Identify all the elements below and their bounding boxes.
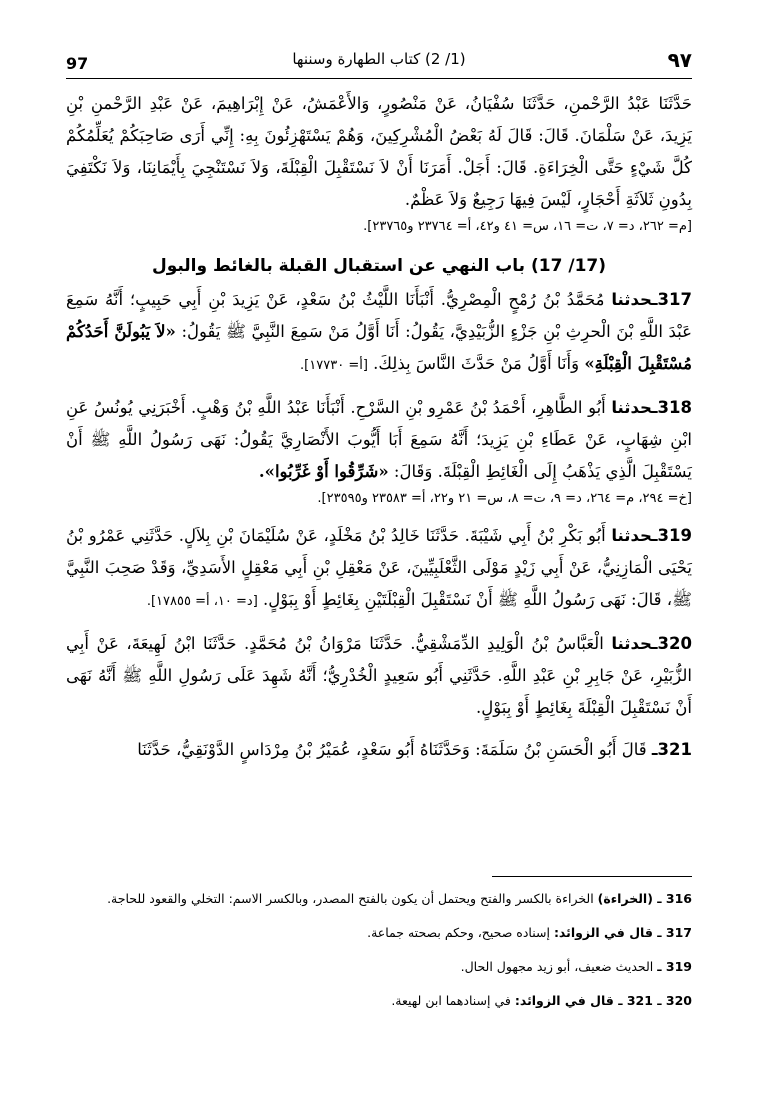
footnote-lead: 317 ـ قال في الزوائد: [553, 925, 692, 940]
hadith-text: الْعَبَّاسُ بْنُ الْوَلِيدِ الدِّمَشْقِيُّ. حَدَّثَنَا مَرْوَانُ بْنُ مُحَمَّدٍ. حَدَّثَنَا ابْنُ لَهِيعَةَ، عَنْ أَبِي الزُّبَيْرِ، عَنْ جَابِرِ بْنِ عَبْدِ اللَّهِ. حَدَّثَنِي أَبُو سَعِيدٍ الْخُدْرِيُّ؛ أَنَّهُ شَهِدَ عَلَى رَسُولِ اللَّهِ ﷺ أَنَّهُ نَهَى أَنْ نَسْتَقْبِلَ الْقِبْلَةَ بِغَائِطٍ أَوْ بِبَوْلٍ. [66, 634, 692, 717]
footnote-item [66, 990, 692, 1011]
haddathana-keyword: حدثنا [611, 526, 652, 545]
hadith-tail: وَأَنَا أَوَّلُ مَنْ حَدَّثَ النَّاسَ بِذلِكَ. [373, 354, 580, 373]
hadith-317: 317ـحدثنا مُحَمَّدُ بْنُ رُمْحٍ الْمِصْرِيُّ. أَنْبَأَنَا اللَّيْثُ بْنُ سَعْدٍ، عَنْ يَزِيدَ بْنِ أَبِي حَبِيبٍ؛ أَنَّهُ سَمِعَ عَبْدَ اللَّهِ بْنَ الْحرِثِ بْنِ جَزْءٍ الزُّبَيْدِيَّ، يَقُولُ: أَنَا أَوَّلُ مَنْ سَمِعَ النَّبِيَّ ﷺ يَقُولُ: «لاَ يَبُولَنَّ أَحَدُكُمْ مُسْتَقْبِلَ الْقِبْلَةِ» وَأَنَا أَوَّلُ مَنْ حَدَّثَ النَّاسَ بِذلِكَ. [أ= ١٧٧٣٠]. [66, 290, 693, 373]
haddathana-keyword: حدثنا [611, 290, 652, 309]
haddathana-keyword: حدثنا [611, 634, 652, 653]
hadith-number: 317 [657, 290, 692, 309]
chapter-heading: (17/ 17) باب النهي عن استقبال القبلة بالغائط والبول [151, 256, 607, 276]
hadith-316-text: حَدَّثَنَا عَبْدُ الرَّحْمنِ، حَدَّثَنَا سُفْيَانُ، عَنْ مَنْصُورٍ، وَالأَعْمَشُ، عَنْ إِبْرَاهِيمَ، عَنْ عَبْدِ الرَّحْمنِ بْنِ يَزِيدَ، عَنْ سَلْمَانَ. قَالَ: قَالَ لَهُ بَعْضُ الْمُشْرِكِينَ، وَهُمْ يَسْتَهْزِئُونَ بِهِ: إِنِّي أَرَى صَاحِبَكُمْ يُعَلِّمُكُمْ كُلَّ شَيْءٍ حَتَّى الْخِرَاءَةِ. قَالَ: أَجَلْ. أَمَرَنَا أَنْ لاَ نَسْتَقْبِلَ الْقِبْلَةَ، وَلاَ نَسْتَنْجِيَ بِأَيْمَانِنَا، وَلاَ نَكْتَفِيَ بِدُونِ ثَلاَثَةِ أَحْجَارٍ، لَيْسَ فِيهَا رَجِيعٌ وَلاَ عَظْمٌ. [66, 94, 692, 209]
main-text [66, 88, 692, 766]
footnote-text: الخراءة بالكسر والفتح ويحتمل أن يكون بالفتح المصدر، وبالكسر الاسم: التخلي والقعود للحاجة. [107, 891, 594, 906]
footnote-item [66, 922, 692, 943]
footnote-text: الحديث ضعيف، أبو زيد مجهول الحال. [460, 959, 654, 974]
hadith-321: 321ـ قَالَ أَبُو الْحَسَنِ بْنُ سَلَمَةَ: وَحَدَّثَنَاهُ أَبُو سَعْدٍ، عُمَيْرُ بْنُ مِرْدَاسٍ الدَّوْنَقِيُّ، حَدَّثَنَا [137, 740, 692, 759]
footnote-text: إسناده صحيح، وحكم بصحته جماعة. [367, 925, 550, 940]
hadith-320: 320ـحدثنا الْعَبَّاسُ بْنُ الْوَلِيدِ الدِّمَشْقِيُّ. حَدَّثَنَا مَرْوَانُ بْنُ مُحَمَّدٍ. حَدَّثَنَا ابْنُ لَهِيعَةَ، عَنْ أَبِي الزُّبَيْرِ، عَنْ جَابِرِ بْنِ عَبْدِ اللَّهِ. حَدَّثَنِي أَبُو سَعِيدٍ الْخُدْرِيُّ؛ أَنَّهُ شَهِدَ عَلَى رَسُولِ اللَّهِ ﷺ أَنَّهُ نَهَى أَنْ نَسْتَقْبِلَ الْقِبْلَةَ بِغَائِطٍ أَوْ بِبَوْلٍ. [66, 634, 692, 717]
footnote-item [66, 956, 692, 977]
hadith-number: 321 [657, 740, 692, 759]
hadith-matn: «شَرِّقُوا أَوْ غَرِّبُوا». [258, 462, 389, 481]
footnote-lead: 319 ـ [657, 959, 692, 974]
hadith-text: أَبُو بَكْرِ بْنُ أَبِي شَيْبَةَ. حَدَّثَنَا خَالِدُ بْنُ مَخْلَدٍ، عَنْ سُلَيْمَانَ بْنِ بِلاَلٍ. حَدَّثَنِي عَمْرُو بْنُ يَحْيَى الْمَازِنِيُّ، عَنْ أَبِي زَيْدٍ مَوْلَى الثَّعْلَبِيِّينَ، عَنْ مَعْقِلِ بْنِ أَبِي مَعْقِلٍ الأَسَدِيِّ، وَقَدْ صَحِبَ النَّبِيَّ ﷺ، قَالَ: نَهَى رَسُولُ اللَّهِ ﷺ أَنْ نَسْتَقْبِلَ الْقِبْلَتَيْنِ بِغَائِطٍ أَوْ بِبَوْلٍ. [66, 526, 692, 609]
hadith-number: 320 [657, 634, 692, 653]
page-number-arabic: ٩٧ [667, 48, 692, 72]
hadith-isnad: مُحَمَّدُ بْنُ رُمْحٍ الْمِصْرِيُّ. أَنْبَأَنَا اللَّيْثُ بْنُ سَعْدٍ، عَنْ يَزِيدَ بْنِ أَبِي حَبِيبٍ؛ أَنَّهُ سَمِعَ عَبْدَ اللَّهِ بْنَ الْحرِثِ بْنِ جَزْءٍ الزُّبَيْدِيَّ، يَقُولُ: أَنَا أَوَّلُ مَنْ سَمِعَ النَّبِيَّ ﷺ يَقُولُ: [66, 290, 693, 341]
hadith-319: 319ـحدثنا أَبُو بَكْرِ بْنُ أَبِي شَيْبَةَ. حَدَّثَنَا خَالِدُ بْنُ مَخْلَدٍ، عَنْ سُلَيْمَانَ بْنِ بِلاَلٍ. حَدَّثَنِي عَمْرُو بْنُ يَحْيَى الْمَازِنِيُّ، عَنْ أَبِي زَيْدٍ مَوْلَى الثَّعْلَبِيِّينَ، عَنْ مَعْقِلِ بْنِ أَبِي مَعْقِلٍ الأَسَدِيِّ، وَقَدْ صَحِبَ النَّبِيَّ ﷺ، قَالَ: نَهَى رَسُولُ اللَّهِ ﷺ أَنْ نَسْتَقْبِلَ الْقِبْلَتَيْنِ بِغَائِطٍ أَوْ بِبَوْلٍ. [د= ١٠، أ= ١٧٨٥٥]. [66, 526, 692, 609]
hadith-316-ref: [م= ٢٦٢، د= ٧، ت= ١٦، س= ٤١ و٤٢، أ= ٢٣٧٦٤ و٢٣٧٦٥]. [363, 219, 692, 234]
footnote-lead: 316 ـ (الخراءة) [597, 891, 692, 906]
hadith-number: 318 [657, 398, 692, 417]
page-header [66, 44, 692, 79]
footnote-item [66, 888, 692, 909]
hadith-318: 318ـحدثنا أَبُو الطَّاهِرِ، أَحْمَدُ بْنُ عَمْرِو بْنِ السَّرْحِ. أَنْبَأَنَا عَبْدُ اللَّهِ بْنُ وَهْبٍ. أَخْبَرَنِي يُونُسُ عَنِ ابْنِ شِهَابٍ، عَنْ عَطَاءِ بْنِ يَزِيدَ؛ أَنَّهُ سَمِعَ أَبَا أَيُّوبَ الأَنْصَارِيَّ يَقُولُ: نَهَى رَسُولُ اللَّهِ ﷺ أَنْ يَسْتَقْبِلَ الَّذِي يَذْهَبُ إِلَى الْغَائِطِ الْقِبْلَةَ. وَقَالَ: «شَرِّقُوا أَوْ غَرِّبُوا». [66, 398, 692, 481]
footnote-lead: 320 ـ 321 ـ قال في الزوائد: [514, 993, 692, 1008]
footnote-text: في إسنادهما ابن لهيعة. [391, 993, 511, 1008]
running-title: (1/ 2) كتاب الطهارة وسننها [292, 50, 466, 68]
hadith-text: أَبُو الطَّاهِرِ، أَحْمَدُ بْنُ عَمْرِو بْنِ السَّرْحِ. أَنْبَأَنَا عَبْدُ اللَّهِ بْنُ وَهْبٍ. أَخْبَرَنِي يُونُسُ عَنِ ابْنِ شِهَابٍ، عَنْ عَطَاءِ بْنِ يَزِيدَ؛ أَنَّهُ سَمِعَ أَبَا أَيُّوبَ الأَنْصَارِيَّ يَقُولُ: نَهَى رَسُولُ اللَّهِ ﷺ أَنْ يَسْتَقْبِلَ الَّذِي يَذْهَبُ إِلَى الْغَائِطِ الْقِبْلَةَ. وَقَالَ: [66, 398, 692, 481]
hadith-number: 319 [657, 526, 692, 545]
page-number-latin: 97 [66, 54, 89, 73]
footnote-divider [492, 876, 692, 877]
hadith-318-ref: [خ= ٢٩٤، م= ٢٦٤، د= ٩، ت= ٨، س= ٢١ و٢٢، أ= ٢٣٥٨٣ و٢٣٥٩٥]. [317, 491, 692, 506]
hadith-ref: [د= ١٠، أ= ١٧٨٥٥]. [146, 594, 258, 609]
hadith-ref: [أ= ١٧٧٣٠]. [300, 358, 368, 373]
hadith-matn: «لاَ يَبُولَنَّ أَحَدُكُمْ مُسْتَقْبِلَ الْقِبْلَةِ» [66, 322, 692, 373]
hadith-text: قَالَ أَبُو الْحَسَنِ بْنُ سَلَمَةَ: وَحَدَّثَنَاهُ أَبُو سَعْدٍ، عُمَيْرُ بْنُ مِرْدَاسٍ الدَّوْنَقِيُّ، حَدَّثَنَا [137, 740, 647, 759]
footnotes [66, 888, 692, 1024]
haddathana-keyword: حدثنا [611, 398, 652, 417]
